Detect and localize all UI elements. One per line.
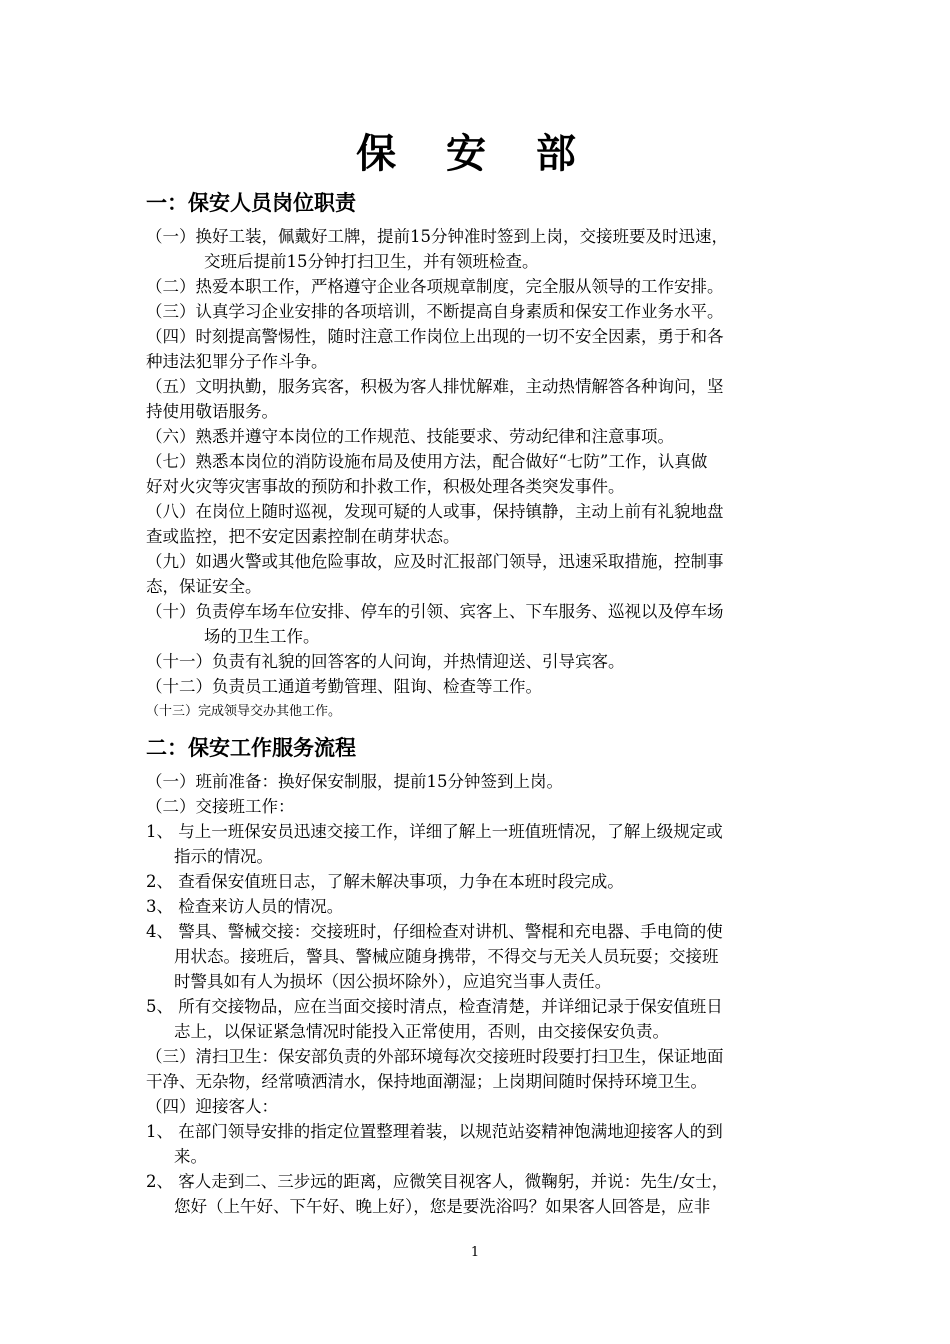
text-line: （十）负责停车场车位安排、停车的引领、宾客上、下车服务、巡视以及停车场 — [146, 602, 724, 621]
text-line: 态，保证安全。 — [146, 577, 262, 596]
text-line: （一）换好工装，佩戴好工牌，提前15分钟准时签到上岗，交接班要及时迅速， — [146, 227, 728, 246]
text-line: 持使用敬语服务。 — [146, 402, 278, 421]
text-line: （三）清扫卫生：保安部负责的外部环境每次交接班时段要打扫卫生，保证地面 — [146, 1047, 724, 1066]
text-line: 来。 — [174, 1147, 207, 1166]
text-line: （三）认真学习企业安排的各项培训，不断提高自身素质和保安工作业务水平。 — [146, 302, 724, 321]
text-line: （一）班前准备：换好保安制服，提前15分钟签到上岗。 — [146, 772, 563, 791]
text-line: （二）热爱本职工作，严格遵守企业各项规章制度，完全服从领导的工作安排。 — [146, 277, 724, 296]
text-line: （四）迎接客人： — [146, 1097, 278, 1116]
text-line: （二）交接班工作： — [146, 797, 295, 816]
text-line: （九）如遇火警或其他危险事故，应及时汇报部门领导，迅速采取措施，控制事 — [146, 552, 724, 571]
text-line: （五）文明执勤，服务宾客，积极为客人排忧解难，主动热情解答各种询问，坚 — [146, 377, 724, 396]
text-line: 交班后提前15分钟打扫卫生，并有领班检查。 — [204, 252, 539, 271]
text-line: 时警具如有人为损坏（因公损坏除外），应追究当事人责任。 — [174, 972, 612, 991]
text-line: 用状态。接班后，警具、警械应随身携带，不得交与无关人员玩耍；交接班 — [174, 947, 719, 966]
section-heading-process: 二：保安工作服务流程 — [146, 736, 356, 760]
page-title: 保 安 部 — [356, 131, 594, 177]
text-line: 4、 警具、警械交接：交接班时，仔细检查对讲机、警棍和充电器、手电筒的使 — [146, 922, 723, 941]
text-line: 场的卫生工作。 — [204, 627, 320, 646]
text-line: 1、 与上一班保安员迅速交接工作，详细了解上一班值班情况，了解上级规定或 — [146, 822, 723, 841]
text-line: （四）时刻提高警惕性，随时注意工作岗位上出现的一切不安全因素，勇于和各 — [146, 327, 724, 346]
text-line: 指示的情况。 — [174, 847, 273, 866]
text-line: （六）熟悉并遵守本岗位的工作规范、技能要求、劳动纪律和注意事项。 — [146, 427, 674, 446]
text-line: 志上，以保证紧急情况时能投入正常使用，否则，由交接保安负责。 — [174, 1022, 669, 1041]
text-line: 好对火灾等灾害事故的预防和扑救工作，积极处理各类突发事件。 — [146, 477, 625, 496]
section-heading-duties: 一：保安人员岗位职责 — [146, 191, 356, 215]
text-line: 5、 所有交接物品，应在当面交接时清点，检查清楚，并详细记录于保安值班日 — [146, 997, 723, 1016]
text-line: 种违法犯罪分子作斗争。 — [146, 352, 328, 371]
text-line: （十一）负责有礼貌的回答客的人问询，并热情迎送、引导宾客。 — [146, 652, 625, 671]
text-line: （八）在岗位上随时巡视，发现可疑的人或事，保持镇静，主动上前有礼貌地盘 — [146, 502, 724, 521]
text-line: 2、 查看保安值班日志，了解未解决事项，力争在本班时段完成。 — [146, 872, 624, 891]
text-line: 3、 检查来访人员的情况。 — [146, 897, 344, 916]
text-line: 2、 客人走到二、三步远的距离，应微笑目视客人，微鞠躬，并说：先生/女士， — [146, 1172, 729, 1191]
page-number: 1 — [470, 1245, 480, 1260]
text-line: 查或监控，把不安定因素控制在萌芽状态。 — [146, 527, 460, 546]
text-line: 1、 在部门领导安排的指定位置整理着装，以规范站姿精神饱满地迎接客人的到 — [146, 1122, 723, 1141]
text-line: （七）熟悉本岗位的消防设施布局及使用方法，配合做好“七防”工作，认真做 — [146, 452, 708, 471]
text-line: （十二）负责员工通道考勤管理、阻询、检查等工作。 — [146, 677, 542, 696]
text-line: 干净、无杂物，经常喷洒清水，保持地面潮湿；上岗期间随时保持环境卫生。 — [146, 1072, 707, 1091]
text-line: （十三）完成领导交办其他工作。 — [146, 704, 342, 719]
text-line: 您好（上午好、下午好、晚上好），您是要洗浴吗？如果客人回答是，应非 — [174, 1197, 711, 1216]
